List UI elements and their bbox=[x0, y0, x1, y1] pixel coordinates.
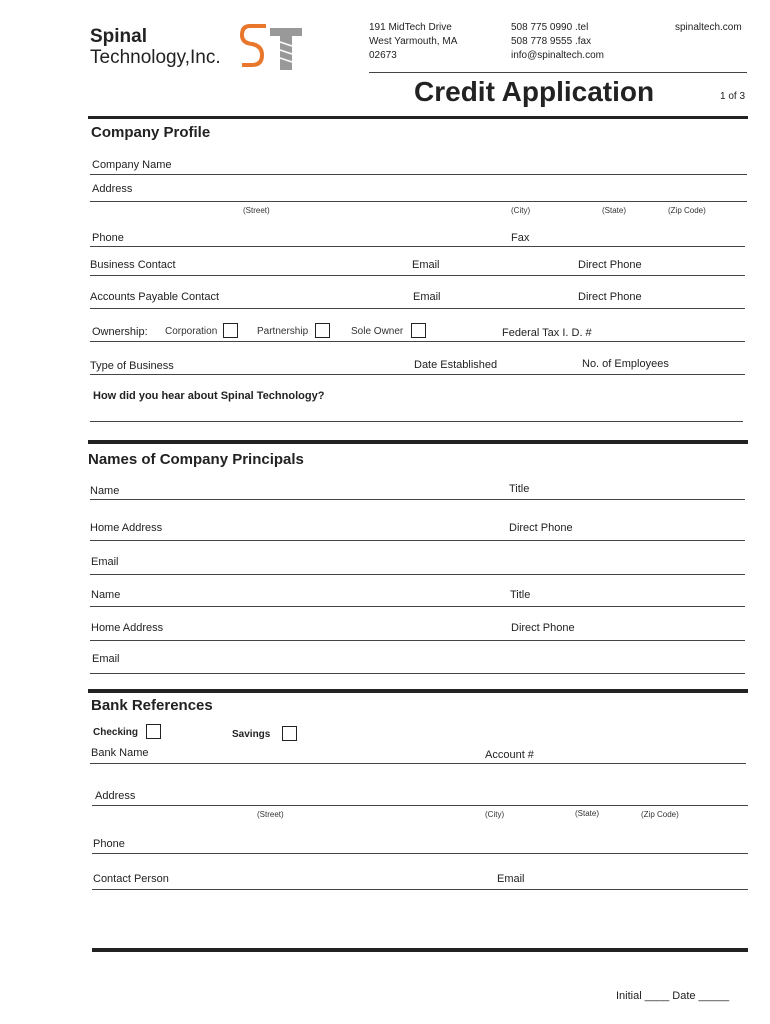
checking-label: Checking bbox=[93, 727, 139, 738]
principals-rule bbox=[88, 440, 748, 444]
principal-2-home-field[interactable] bbox=[90, 640, 745, 641]
fax: 508 778 9555 .fax bbox=[511, 36, 592, 47]
state-hint: (State) bbox=[602, 206, 627, 215]
partnership-checkbox[interactable] bbox=[315, 323, 330, 338]
sole-owner-label: Sole Owner bbox=[351, 326, 404, 337]
bank-phone-field[interactable] bbox=[92, 853, 748, 854]
header-address bbox=[369, 21, 457, 63]
header-rule bbox=[369, 72, 747, 73]
bank-address-field[interactable] bbox=[92, 805, 748, 806]
principal-2-phone-label: Direct Phone bbox=[511, 622, 575, 634]
business-contact-label: Business Contact bbox=[90, 259, 176, 271]
principal-2-home-label: Home Address bbox=[91, 622, 164, 634]
hear-about-label: How did you hear about Spinal Technology? bbox=[93, 390, 325, 402]
savings-label: Savings bbox=[232, 729, 271, 740]
initial-date-footer[interactable]: Initial ____ Date _____ bbox=[616, 990, 730, 1002]
principal-2-email-field[interactable] bbox=[90, 673, 745, 674]
company-logo bbox=[90, 26, 221, 68]
corporation-label: Corporation bbox=[165, 326, 218, 337]
principal-1-phone-label: Direct Phone bbox=[509, 522, 573, 534]
address-field[interactable] bbox=[90, 201, 747, 202]
principal-2-title-label: Title bbox=[510, 589, 531, 601]
bank-email-label: Email bbox=[497, 873, 525, 885]
principal-1-name-field[interactable] bbox=[90, 499, 745, 500]
ap-phone-label: Direct Phone bbox=[578, 291, 642, 303]
logo-line-1: Spinal bbox=[90, 26, 148, 47]
logo-line-2: Technology,Inc. bbox=[90, 47, 221, 68]
street-hint: (Street) bbox=[243, 206, 270, 215]
bank-zip-hint: (Zip Code) bbox=[641, 810, 679, 819]
bank-street-hint: (Street) bbox=[257, 810, 284, 819]
st-logo-icon bbox=[240, 22, 304, 72]
address-line-2: West Yarmouth, MA bbox=[369, 36, 458, 47]
principal-2-name-field[interactable] bbox=[90, 606, 745, 607]
principal-1-email-field[interactable] bbox=[90, 574, 745, 575]
address-line-3: 02673 bbox=[369, 50, 397, 61]
principal-1-name-label: Name bbox=[90, 485, 120, 497]
checking-checkbox[interactable] bbox=[146, 724, 161, 739]
ownership-label: Ownership: bbox=[92, 326, 148, 338]
company-profile-heading: Company Profile bbox=[91, 124, 211, 141]
principal-2-name-label: Name bbox=[91, 589, 121, 601]
page-title: Credit Application bbox=[414, 76, 655, 107]
title-rule bbox=[88, 116, 748, 119]
website-link[interactable]: spinaltech.com bbox=[675, 22, 742, 33]
federal-tax-label: Federal Tax I. D. # bbox=[502, 327, 592, 339]
address-label: Address bbox=[92, 183, 133, 195]
st-logo-mark bbox=[240, 22, 304, 72]
contact-person-field[interactable] bbox=[92, 889, 748, 890]
bank-city-hint: (City) bbox=[485, 810, 505, 819]
business-type-field[interactable] bbox=[90, 374, 745, 375]
zip-hint: (Zip Code) bbox=[668, 206, 706, 215]
principal-1-title-label: Title bbox=[509, 483, 530, 495]
business-contact-field[interactable] bbox=[90, 275, 745, 276]
header-contact bbox=[511, 21, 604, 63]
tel: 508 775 0990 .tel bbox=[511, 22, 589, 33]
phone-label: Phone bbox=[92, 232, 124, 244]
principal-1-email-label: Email bbox=[91, 556, 119, 568]
business-email-label: Email bbox=[412, 259, 440, 271]
bank-heading: Bank References bbox=[91, 697, 213, 714]
sole-owner-checkbox[interactable] bbox=[411, 323, 426, 338]
phone-fax-field[interactable] bbox=[90, 246, 745, 247]
bank-name-label: Bank Name bbox=[91, 747, 149, 759]
ownership-rule bbox=[90, 341, 745, 342]
bottom-rule bbox=[92, 948, 748, 952]
principals-heading: Names of Company Principals bbox=[88, 451, 304, 468]
employees-label: No. of Employees bbox=[582, 358, 669, 370]
company-name-label: Company Name bbox=[92, 159, 172, 171]
fax-label: Fax bbox=[511, 232, 530, 244]
date-established-label: Date Established bbox=[414, 359, 498, 371]
savings-checkbox[interactable] bbox=[282, 726, 297, 741]
city-hint: (City) bbox=[511, 206, 531, 215]
partnership-label: Partnership bbox=[257, 326, 309, 337]
page-number: 1 of 3 bbox=[720, 91, 746, 102]
business-phone-label: Direct Phone bbox=[578, 259, 642, 271]
hear-about-field[interactable] bbox=[90, 421, 743, 422]
company-name-field[interactable] bbox=[90, 174, 747, 175]
bank-rule bbox=[88, 689, 748, 693]
type-business-label: Type of Business bbox=[90, 360, 174, 372]
bank-state-hint: (State) bbox=[575, 809, 600, 818]
contact-person-label: Contact Person bbox=[93, 873, 169, 885]
bank-phone-label: Phone bbox=[93, 838, 125, 850]
principal-1-home-field[interactable] bbox=[90, 540, 745, 541]
bank-name-field[interactable] bbox=[90, 763, 746, 764]
account-label: Account # bbox=[485, 749, 534, 761]
ap-contact-field[interactable] bbox=[90, 308, 745, 309]
email-link[interactable]: info@spinaltech.com bbox=[511, 50, 604, 61]
corporation-checkbox[interactable] bbox=[223, 323, 238, 338]
ap-email-label: Email bbox=[413, 291, 441, 303]
principal-2-email-label: Email bbox=[92, 653, 120, 665]
address-line-1: 191 MidTech Drive bbox=[369, 22, 452, 33]
bank-address-label: Address bbox=[95, 790, 136, 802]
principal-1-home-label: Home Address bbox=[90, 522, 163, 534]
ap-contact-label: Accounts Payable Contact bbox=[90, 291, 220, 303]
